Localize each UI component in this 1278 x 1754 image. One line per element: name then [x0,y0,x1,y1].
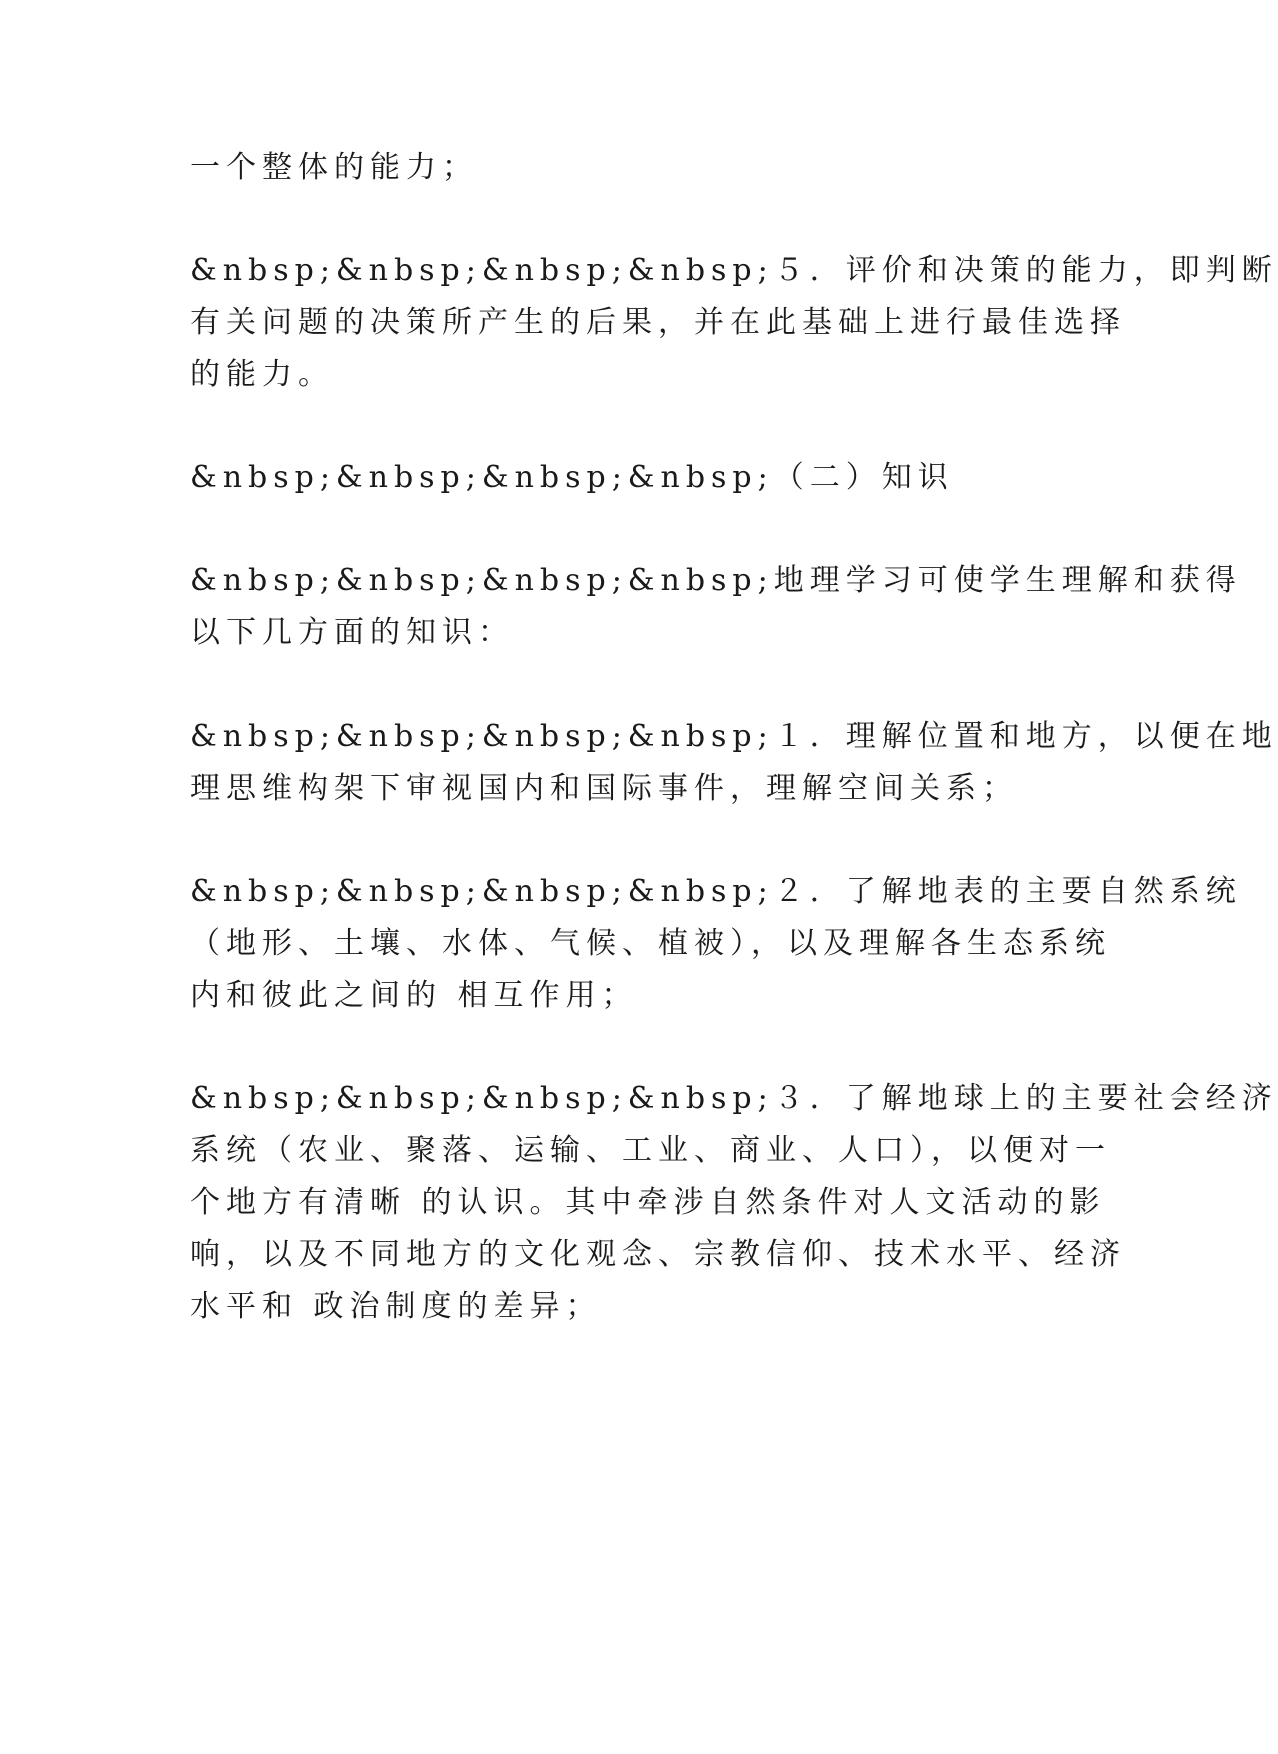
paragraph-6-line-2: （地形、土壤、水体、气候、植被），以及理解各生态系统 [190,926,1111,961]
paragraph-6-line-3: 内和彼此之间的 相互作用； [190,978,638,1013]
paragraph-5-line-2: 理思维构架下审视国内和国际事件，理解空间关系； [190,771,1018,806]
paragraph-7-line-1: &nbsp;&nbsp;&nbsp;&nbsp;３．了解地球上的主要社会经济 [190,1081,1278,1116]
paragraph-2-line-3: 的能力。 [190,357,334,392]
paragraph-6-line-1: &nbsp;&nbsp;&nbsp;&nbsp;２．了解地表的主要自然系统 [190,874,1242,909]
paragraph-2-line-1: &nbsp;&nbsp;&nbsp;&nbsp;５．评价和决策的能力，即判断 [190,253,1278,288]
section-heading-knowledge: &nbsp;&nbsp;&nbsp;&nbsp;（二）知识 [190,460,954,495]
paragraph-7-line-3: 个地方有清晰 的认识。其中牵涉自然条件对人文活动的影 [190,1185,1106,1220]
paragraph-7-line-5: 水平和 政治制度的差异； [190,1289,602,1324]
paragraph-1-line-1: 一个整体的能力； [190,150,478,185]
paragraph-4-line-2: 以下几方面的知识： [190,615,514,650]
paragraph-7-line-2: 系统（农业、聚落、运输、工业、商业、人口），以便对一 [190,1133,1111,1168]
paragraph-5-line-1: &nbsp;&nbsp;&nbsp;&nbsp;１．理解位置和地方，以便在地 [190,719,1278,754]
paragraph-7-line-4: 响，以及不同地方的文化观念、宗教信仰、技术水平、经济 [190,1237,1126,1272]
paragraph-4-line-1: &nbsp;&nbsp;&nbsp;&nbsp;地理学习可使学生理解和获得 [190,563,1242,598]
paragraph-2-line-2: 有关问题的决策所产生的后果，并在此基础上进行最佳选择 [190,305,1126,340]
